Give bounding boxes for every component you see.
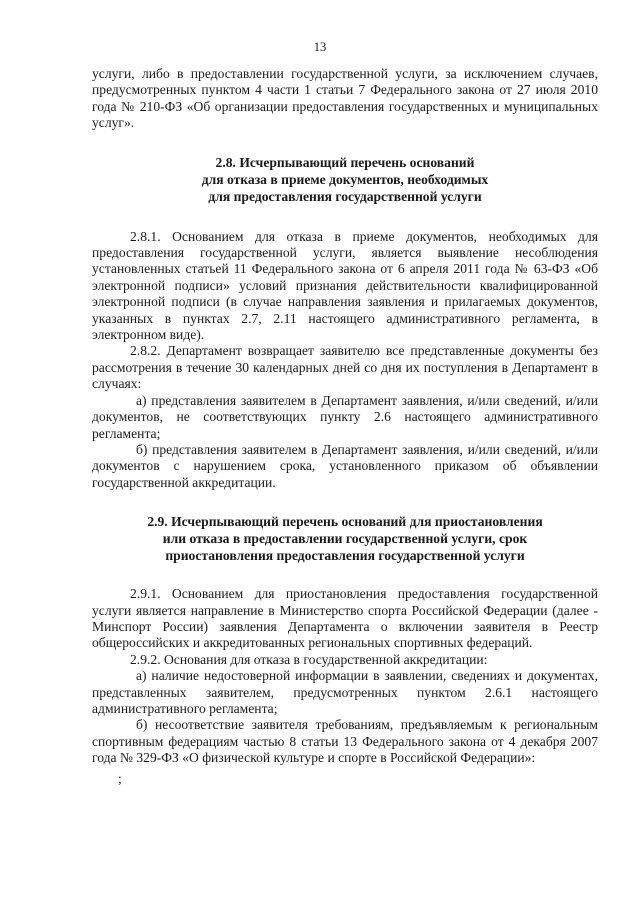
section-2-8-heading <box>92 154 598 205</box>
heading-line: 2.8. Исчерпывающий перечень оснований <box>215 154 475 170</box>
intro-paragraph: услуги, либо в предоставлении государственной услуги, за исключением случаев, предусмотренных пунктом 4 части 1 статьи 7 Федерального закона от 27 июля 2010 года № 210-ФЗ «Об организации предоставления государственных и муниципальных услуг». <box>92 66 598 131</box>
document-body <box>92 66 598 787</box>
paragraph-2-8-2-a: а) представления заявителем в Департамент заявления, и/или сведений, и/или документов, не соответствующих пункту 2.6 настоящего административного регламента; <box>92 392 598 441</box>
paragraph-2-9-2: 2.9.2. Основания для отказа в государственной аккредитации: <box>130 651 488 667</box>
paragraph-2-9-2-a: а) наличие недостоверной информации в заявлении, сведениях и документах, представленных заявителем, предусмотренных пунктом 2.6.1 настоящего административного регламента; <box>92 668 598 716</box>
paragraph-2-9-1: 2.9.1. Основанием для приостановления предоставления государственной услуги является направление в Министерство спорта Российской Федерации (далее - Минспорт России) заявления Департамента о включении заявителя в Реестр общероссийских и аккредитованных региональных спортивных федераций. <box>92 586 598 651</box>
page-number: 13 <box>313 40 327 54</box>
paragraph-2-8-2: 2.8.2. Департамент возвращает заявителю все представленные документы без рассмотрения в течение 30 календарных дней со дня их поступления в Департамент в случаях: <box>92 343 598 392</box>
trailing-semicolon: ; <box>118 770 122 786</box>
heading-line: 2.9. Исчерпывающий перечень оснований для приостановления <box>147 514 543 530</box>
heading-line: или отказа в предоставлении государственной услуги, срок <box>162 531 528 547</box>
paragraph-2-9-2-b: б) несоответствие заявителя требованиям, предъявляемым к региональным спортивным федерациям частью 8 статьи 13 Федерального закона от 4 декабря 2007 года № 329-ФЗ «О физической культуре и спорте в Российской Федерации»: <box>92 717 598 766</box>
section-2-9-heading <box>92 513 598 564</box>
paragraph-2-8-1: 2.8.1. Основанием для отказа в приеме документов, необходимых для предоставления государственной услуги, является выявление несоблюдения установленных статьей 11 Федерального закона от 6 апреля 2011 года № 63-ФЗ «Об электронной подписи» условий признания действительности квалифицированной электронной подписи (в случае направления заявления и прилагаемых документов, указанных в пунктах 2.7, 2.11 настоящего административного регламента, в электронном виде). <box>92 228 598 343</box>
paragraph-2-8-2-b: б) представления заявителем в Департамент заявления, и/или сведений, и/или документов с нарушением срока, установленного приказом об объявлении государственной аккредитации. <box>92 441 598 490</box>
heading-line: для отказа в приеме документов, необходимых <box>201 171 489 187</box>
heading-line: для предоставления государственной услуги <box>208 188 482 204</box>
heading-line: приостановления предоставления государственной услуги <box>165 548 525 564</box>
